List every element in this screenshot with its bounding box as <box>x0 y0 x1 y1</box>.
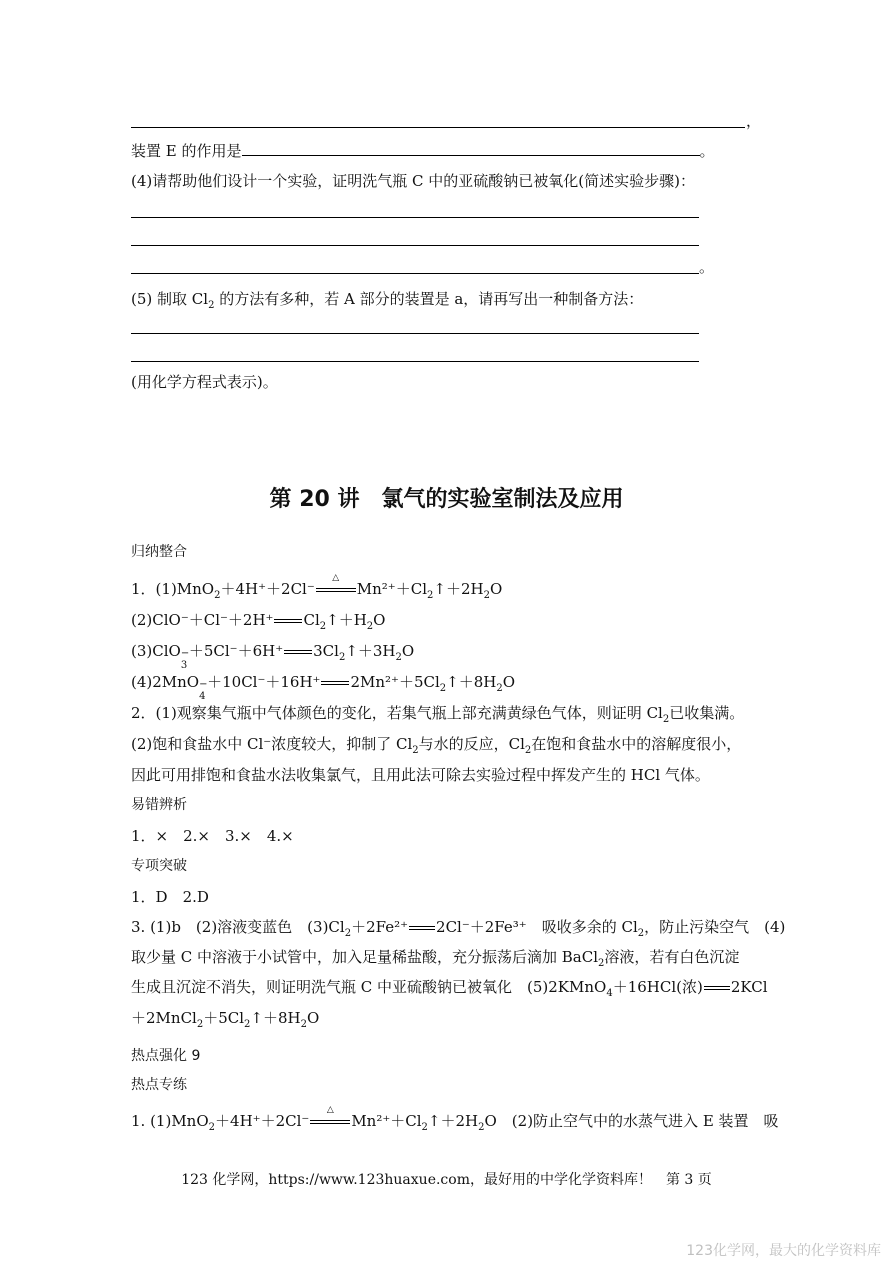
question-3-device-e <box>131 140 715 162</box>
period: 。 <box>699 258 715 276</box>
answer-line-5: 2．(1)观察集气瓶中气体颜色的变化，若集气瓶上部充满黄绿色气体，则证明 $Cl_2$已收集满。 <box>131 704 745 725</box>
equals-sign <box>321 681 349 685</box>
equals-sign <box>284 650 312 654</box>
answer-line <box>131 333 699 334</box>
heading-hotspot: 热点强化 9 <box>131 1048 201 1064</box>
question-5 <box>131 288 643 310</box>
q5-text: 的方法有多种，若 A 部分的装置是 a，请再写出一种制备方法： <box>214 290 644 308</box>
subscript: 2 <box>208 300 215 311</box>
answer-line <box>131 273 699 274</box>
q5-text: (5) 制取 Cl <box>131 290 209 308</box>
answer-line <box>131 361 699 362</box>
answer-line-8: 1．× 2.× 3.× 4.× <box>131 827 294 845</box>
answer-line-3: (3)ClO − 3 ＋5Cl⁻＋6H⁺ $3Cl_2↑+3H_2O$ <box>131 642 415 671</box>
question-4: (4)请帮助他们设计一个实验，证明洗气瓶 C 中的亚硫酸钠已被氧化(简述实验步骤)： <box>131 172 695 190</box>
answer-line-13: $+2MnCl_2+5Cl_2↑+8H_2O$ <box>131 1009 320 1030</box>
answer-line-12: 生成且沉淀不消失，则证明洗气瓶 C 中亚硫酸钠已被氧化 (5)2KMnO$_4$＋16HCl(浓) 2KCl <box>131 978 768 999</box>
answer-blank <box>242 141 700 156</box>
question-5-tail: (用化学方程式表示)。 <box>131 373 278 391</box>
heading-hotspot-practice: 热点专练 <box>131 1077 187 1093</box>
answer-line-11: 取少量 C 中溶液于小试管中，加入足量稀盐酸，充分振荡后滴加 BaCl$_2$溶液，若有白色沉淀 <box>131 948 740 969</box>
answer-line-14: 1. (1)MnO$_2$＋4H⁺＋2Cl⁻ △ $Mn^{2+}+Cl_2↑+2H_2O$ (2)防止空气中的水蒸气进入 E 装置 吸 <box>131 1105 779 1133</box>
heading-special: 专项突破 <box>131 858 187 874</box>
answer-line-9: 1．D 2.D <box>131 888 209 906</box>
answer-line-6: (2)饱和食盐水中 Cl⁻浓度较大，抑制了 $Cl_2$与水的反应，$Cl_2$在饱和食盐水中的溶解度很小， <box>131 735 742 756</box>
answer-line-2: (2)ClO⁻＋Cl⁻＋2H⁺ $Cl_2↑+H_2O$ <box>131 611 386 632</box>
watermark: 123化学网，最大的化学资料库 <box>686 1243 881 1259</box>
equals-sign <box>704 986 730 990</box>
answer-line <box>131 245 699 246</box>
equals-sign <box>274 619 302 623</box>
period: 。 <box>699 142 715 160</box>
reaction-arrow: △ <box>315 578 357 600</box>
page-footer: 123 化学网，https://www.123huaxue.com，最好用的中学化学资料库！ 第 3 页 <box>181 1172 712 1188</box>
equals-sign <box>409 926 435 930</box>
heading-errors: 易错辨析 <box>131 797 187 813</box>
heading-summary: 归纳整合 <box>131 544 187 560</box>
answer-line-4: (4)2MnO − 4 ＋10Cl⁻＋16H⁺ $2Mn^{2+}+5Cl_2↑+8H_2O$ <box>131 673 516 702</box>
reaction-arrow: △ <box>309 1110 351 1132</box>
answer-line-10: 3. (1)b (2)溶液变蓝色 $(3)Cl_2+2Fe^{2+}$ 2Cl⁻＋2Fe³⁺ 吸收多余的 $Cl_2$，防止污染空气 (4) <box>131 918 786 939</box>
section-title: 第 20 讲 氯气的实验室制法及应用 <box>269 487 624 512</box>
answer-line-1: 1．(1)MnO$_2$＋4H⁺＋2Cl⁻ △ $Mn^{2+}+Cl_2↑+2H_2O$ <box>131 573 503 601</box>
answer-line <box>131 217 699 218</box>
device-e-label: 装置 E 的作用是 <box>131 142 242 160</box>
comma: ， <box>746 112 762 130</box>
answer-line <box>131 127 745 128</box>
answer-line-7: 因此可用排饱和食盐水法收集氯气，且用此法可除去实验过程中挥发产生的 HCl 气体。 <box>131 766 710 784</box>
